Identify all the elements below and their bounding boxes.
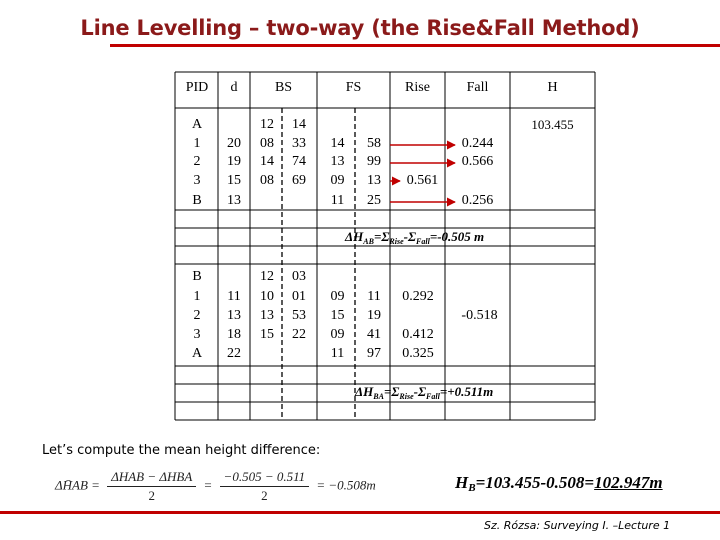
fs-dec-cell: 11 — [367, 289, 381, 304]
diff-label: ΔH — [345, 229, 364, 244]
bs-int-cell: 08 — [260, 173, 274, 188]
rise-cell: 0.325 — [402, 346, 434, 361]
fs-int-cell: 09 — [330, 327, 345, 342]
fs-dec-cell: 25 — [367, 193, 381, 208]
distance-cell: 20 — [227, 136, 241, 151]
distance-cell — [218, 268, 250, 286]
fs-dec-cell: 41 — [367, 327, 381, 342]
fall-cell — [445, 326, 510, 344]
formula-denominator-1: 2 — [148, 488, 155, 503]
distance-cell: 11 — [227, 289, 241, 304]
height-cell — [510, 135, 595, 153]
diff-minus: -Σ — [413, 384, 427, 399]
formula-fraction-1 — [107, 468, 196, 505]
fs-int-cell: 09 — [330, 173, 345, 188]
diff-sub: BA — [373, 392, 384, 401]
fall-cell — [445, 172, 510, 190]
bs-int-cell: 13 — [260, 308, 274, 323]
distance-cell: 18 — [227, 327, 241, 342]
pid-cell: 3 — [193, 173, 201, 188]
pid-cell: 3 — [193, 327, 201, 342]
diff-eq: =Σ — [373, 229, 390, 244]
header-fs: FS — [345, 80, 362, 95]
header-pid: PID — [185, 80, 209, 95]
diff-sub-rise: Rise — [399, 392, 414, 401]
distance-cell: 15 — [227, 173, 241, 188]
bs-int-cell — [252, 345, 282, 363]
height-cell — [510, 268, 595, 286]
height-cell — [510, 326, 595, 344]
fs-int-cell: 11 — [330, 193, 345, 208]
formula-lhs: ΔH̄AB = — [55, 477, 100, 493]
header-h: H — [547, 80, 558, 95]
fall-cell — [445, 268, 510, 286]
height-cell: 103.455 — [531, 117, 574, 132]
rise-cell — [390, 268, 445, 286]
bs-dec-cell: 69 — [292, 173, 306, 188]
rise-cell: 0.561 — [406, 173, 439, 188]
pid-cell: 1 — [193, 136, 201, 151]
rise-cell: 0.412 — [402, 327, 434, 342]
height-cell — [510, 172, 595, 190]
height-difference-ab — [345, 229, 484, 246]
diff-sub-fall: Fall — [416, 237, 430, 246]
diff-value: =-0.505 m — [429, 229, 485, 244]
distance-cell: 22 — [227, 346, 241, 361]
formula-eq2: = — [203, 477, 213, 493]
height-cell — [510, 307, 595, 325]
rise-cell — [390, 192, 445, 210]
rise-cell: 0.292 — [402, 289, 434, 304]
bs-dec-cell: 01 — [292, 289, 306, 304]
slide-title: Line Levelling – two-way (the Rise&Fall Method) — [80, 16, 640, 40]
header-bs: BS — [274, 80, 293, 95]
bs-dec-cell — [282, 345, 316, 363]
diff-sub-rise: Rise — [389, 237, 404, 246]
diff-value: =+0.511m — [439, 384, 494, 399]
pid-cell: B — [192, 269, 202, 284]
fs-int-cell: 09 — [330, 289, 345, 304]
fall-cell — [445, 116, 510, 134]
height-cell — [510, 153, 595, 171]
diff-label: ΔH — [355, 384, 374, 399]
fall-cell — [445, 345, 510, 363]
formula-denominator-2: 2 — [261, 488, 268, 503]
height-b-result — [455, 473, 663, 494]
fs-int-cell — [320, 268, 355, 286]
diff-sub: AB — [363, 237, 374, 246]
fall-cell — [445, 288, 510, 306]
bs-dec-cell: 03 — [292, 269, 306, 284]
hb-sub: B — [468, 482, 476, 494]
fall-cell: 0.244 — [461, 136, 494, 151]
fs-dec-cell: 99 — [367, 154, 381, 169]
pid-cell: 2 — [193, 308, 201, 323]
height-cell — [510, 192, 595, 210]
header-d: d — [230, 80, 238, 95]
bs-dec-cell: 33 — [292, 136, 306, 151]
formula-rhs: = −0.508m — [316, 477, 376, 493]
pid-cell: 1 — [193, 289, 201, 304]
fs-dec-cell: 19 — [367, 308, 381, 323]
formula-numerator-2: −0.505 − 0.511 — [220, 468, 310, 487]
hb-label: H — [455, 473, 469, 492]
fs-dec-cell — [358, 268, 390, 286]
distance-cell: 13 — [227, 308, 241, 323]
hb-result-value: 102.947m — [594, 473, 663, 492]
height-cell — [510, 345, 595, 363]
formula-fraction-2 — [220, 468, 310, 505]
bs-int-cell: 10 — [260, 289, 274, 304]
pid-cell: 2 — [193, 154, 201, 169]
height-cell — [510, 288, 595, 306]
fs-int-cell: 15 — [330, 308, 345, 323]
bs-int-cell: 15 — [260, 327, 274, 342]
fall-cell: -0.518 — [461, 308, 498, 323]
rise-cell — [390, 153, 445, 171]
rise-cell — [390, 135, 445, 153]
bs-int-cell: 14 — [260, 154, 274, 169]
distance-cell — [218, 116, 250, 134]
fs-dec-cell: 13 — [367, 173, 381, 188]
diff-sub-fall: Fall — [426, 392, 440, 401]
fs-dec-cell — [358, 116, 390, 134]
mean-height-formula — [55, 468, 376, 505]
bs-dec-cell: 53 — [292, 308, 306, 323]
fs-int-cell: 14 — [330, 136, 345, 151]
fs-int-cell: 13 — [330, 154, 345, 169]
compute-instruction: Let’s compute the mean height difference: — [42, 443, 321, 458]
distance-cell: 19 — [227, 154, 241, 169]
footer-credit: Sz. Rózsa: Surveying I. –Lecture 1 — [484, 519, 671, 532]
fs-dec-cell: 97 — [367, 346, 381, 361]
hb-expr: =103.455-0.508= — [475, 473, 595, 492]
pid-cell: A — [191, 346, 203, 361]
bs-dec-cell: 14 — [292, 117, 306, 132]
pid-cell: B — [192, 193, 202, 208]
pid-cell: A — [191, 117, 203, 132]
bs-int-cell: 12 — [260, 269, 274, 284]
height-difference-ba — [355, 384, 493, 401]
fs-int-cell — [320, 116, 355, 134]
bs-dec-cell: 22 — [292, 327, 306, 342]
fs-dec-cell: 58 — [367, 136, 381, 151]
fall-cell: 0.256 — [461, 193, 494, 208]
bs-dec-cell — [282, 192, 316, 210]
formula-numerator-1: ΔHAB − ΔHBA — [107, 468, 196, 487]
bs-int-cell: 12 — [260, 117, 274, 132]
fs-int-cell: 11 — [330, 346, 345, 361]
header-rise: Rise — [405, 80, 430, 95]
bs-int-cell: 08 — [260, 136, 274, 151]
diff-minus: -Σ — [403, 229, 417, 244]
diff-eq: =Σ — [383, 384, 400, 399]
fall-cell: 0.566 — [461, 154, 494, 169]
distance-cell: 13 — [227, 193, 241, 208]
header-fall: Fall — [466, 80, 489, 95]
rise-cell — [390, 116, 445, 134]
footer-rule — [0, 511, 720, 514]
rise-cell — [390, 307, 445, 325]
bs-dec-cell: 74 — [292, 154, 306, 169]
bs-int-cell — [252, 192, 282, 210]
